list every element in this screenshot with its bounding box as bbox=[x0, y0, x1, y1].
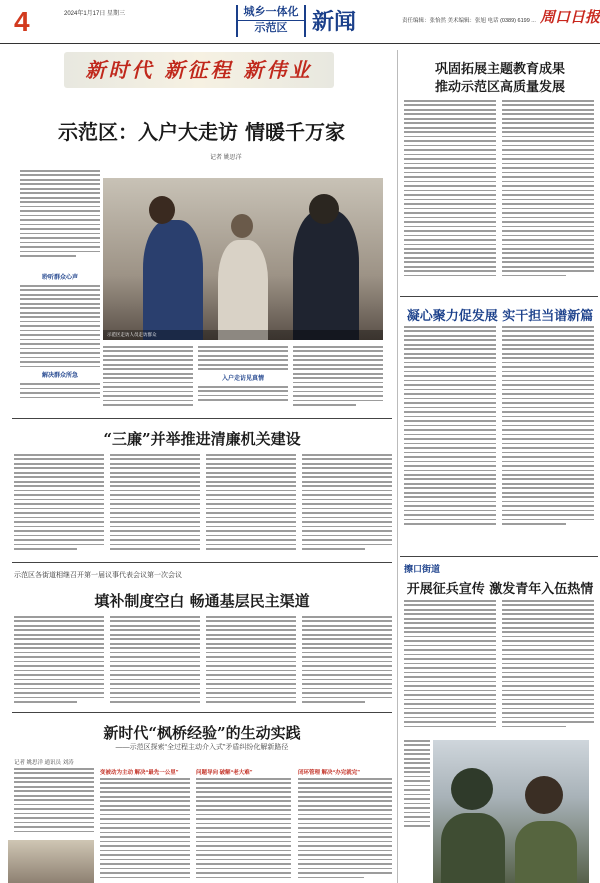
middle-col-1 bbox=[14, 616, 104, 706]
lead-photo bbox=[103, 178, 383, 340]
right-top-col-1 bbox=[404, 100, 496, 288]
lead-intro-column bbox=[20, 170, 100, 270]
column-divider bbox=[397, 50, 398, 883]
lead-photo-sidebar-subhead: 入户走访见真情 bbox=[221, 375, 264, 382]
recruitment-photo bbox=[433, 740, 589, 883]
sanlian-col-2 bbox=[110, 454, 200, 554]
fengqiao-col-2 bbox=[100, 778, 190, 883]
fengqiao-headline: 新时代“枫桥经验”的生动实践 bbox=[103, 724, 301, 742]
page-number: 4 bbox=[14, 6, 30, 37]
sanlian-col-3 bbox=[206, 454, 296, 554]
editor-line: 责任编辑：张怡然 美术编辑：张旭 电话 (0389) 6199 ... bbox=[402, 18, 536, 24]
middle-col-3 bbox=[206, 616, 296, 706]
middle-headline: 填补制度空白 畅通基层民主渠道 bbox=[94, 592, 310, 610]
right-top-title-2: 推动示范区高质量发展 bbox=[434, 80, 565, 95]
lead-bottom-col-1 bbox=[103, 346, 193, 412]
middle-kicker: 示范区各街道相继召开第一届议事代表会议第一次会议 bbox=[14, 572, 182, 579]
masthead bbox=[0, 0, 600, 44]
sanlian-headline: “三廉”并举推进清廉机关建设 bbox=[103, 430, 301, 448]
district-tag: 擦口街道 bbox=[404, 564, 441, 574]
right-bottom-col-1 bbox=[404, 600, 496, 735]
fengqiao-minihead-1: 变被动为主动 解决“最先一公里” bbox=[100, 770, 179, 776]
middle-col-4 bbox=[302, 616, 392, 706]
right-mid-col-1 bbox=[404, 326, 496, 548]
lead-subhead-1: 聆听群众心声 bbox=[41, 275, 78, 281]
lead-headline: 示范区：入户大走访 情暖千万家 bbox=[58, 120, 345, 144]
newspaper-logo: 周口日报 bbox=[540, 8, 600, 26]
fengqiao-byline: 记者 姚思洋 通讯员 刘涛 bbox=[14, 760, 74, 766]
lead-bottom-col-2 bbox=[198, 346, 288, 412]
lead-subhead-2: 解决群众所急 bbox=[41, 373, 78, 380]
section-rule bbox=[12, 418, 392, 419]
section-rule bbox=[400, 556, 598, 557]
lead-byline: 记者 姚思洋 bbox=[210, 155, 242, 161]
right-bottom-col-2 bbox=[502, 600, 594, 735]
section-badge bbox=[236, 5, 306, 37]
sanlian-col-1 bbox=[14, 454, 104, 554]
sanlian-col-4 bbox=[302, 454, 392, 554]
fengqiao-col-3 bbox=[196, 778, 291, 883]
right-mid-title: 凝心聚力促发展 实干担当谱新篇 bbox=[406, 309, 594, 324]
right-bottom-title: 开展征兵宣传 激发青年入伍热情 bbox=[406, 582, 594, 597]
right-bottom-col-3 bbox=[404, 740, 430, 883]
section-name: 新闻 bbox=[312, 9, 357, 35]
fengqiao-minihead-3: 闭环管理 解决“办完就完” bbox=[298, 770, 361, 776]
fengqiao-col-1 bbox=[14, 768, 94, 838]
fengqiao-photo bbox=[8, 840, 94, 883]
lead-left-column bbox=[20, 270, 100, 410]
section-badge-top: 城乡一体化 bbox=[238, 5, 304, 21]
lead-bottom-col-3 bbox=[293, 346, 383, 412]
lead-photo-caption: 示范区走访人员走访群众 bbox=[103, 330, 383, 340]
section-rule bbox=[12, 712, 392, 713]
section-rule bbox=[12, 562, 392, 563]
date-line: 2024年1月17日 星期三 bbox=[64, 11, 126, 17]
fengqiao-minihead-2: 问题导向 破解“老大难” bbox=[196, 770, 253, 776]
theme-banner: 新时代 新征程 新伟业 bbox=[64, 52, 334, 88]
right-top-col-2 bbox=[502, 100, 594, 288]
right-top-title-1: 巩固拓展主题教育成果 bbox=[434, 62, 565, 77]
right-mid-col-2 bbox=[502, 326, 594, 548]
fengqiao-subtitle: ——示范区探索“全过程主动介入式”矛盾纠纷化解新路径 bbox=[115, 744, 289, 751]
fengqiao-col-4 bbox=[298, 778, 392, 883]
section-badge-bottom: 示范区 bbox=[254, 22, 288, 34]
middle-col-2 bbox=[110, 616, 200, 706]
section-rule bbox=[400, 296, 598, 297]
